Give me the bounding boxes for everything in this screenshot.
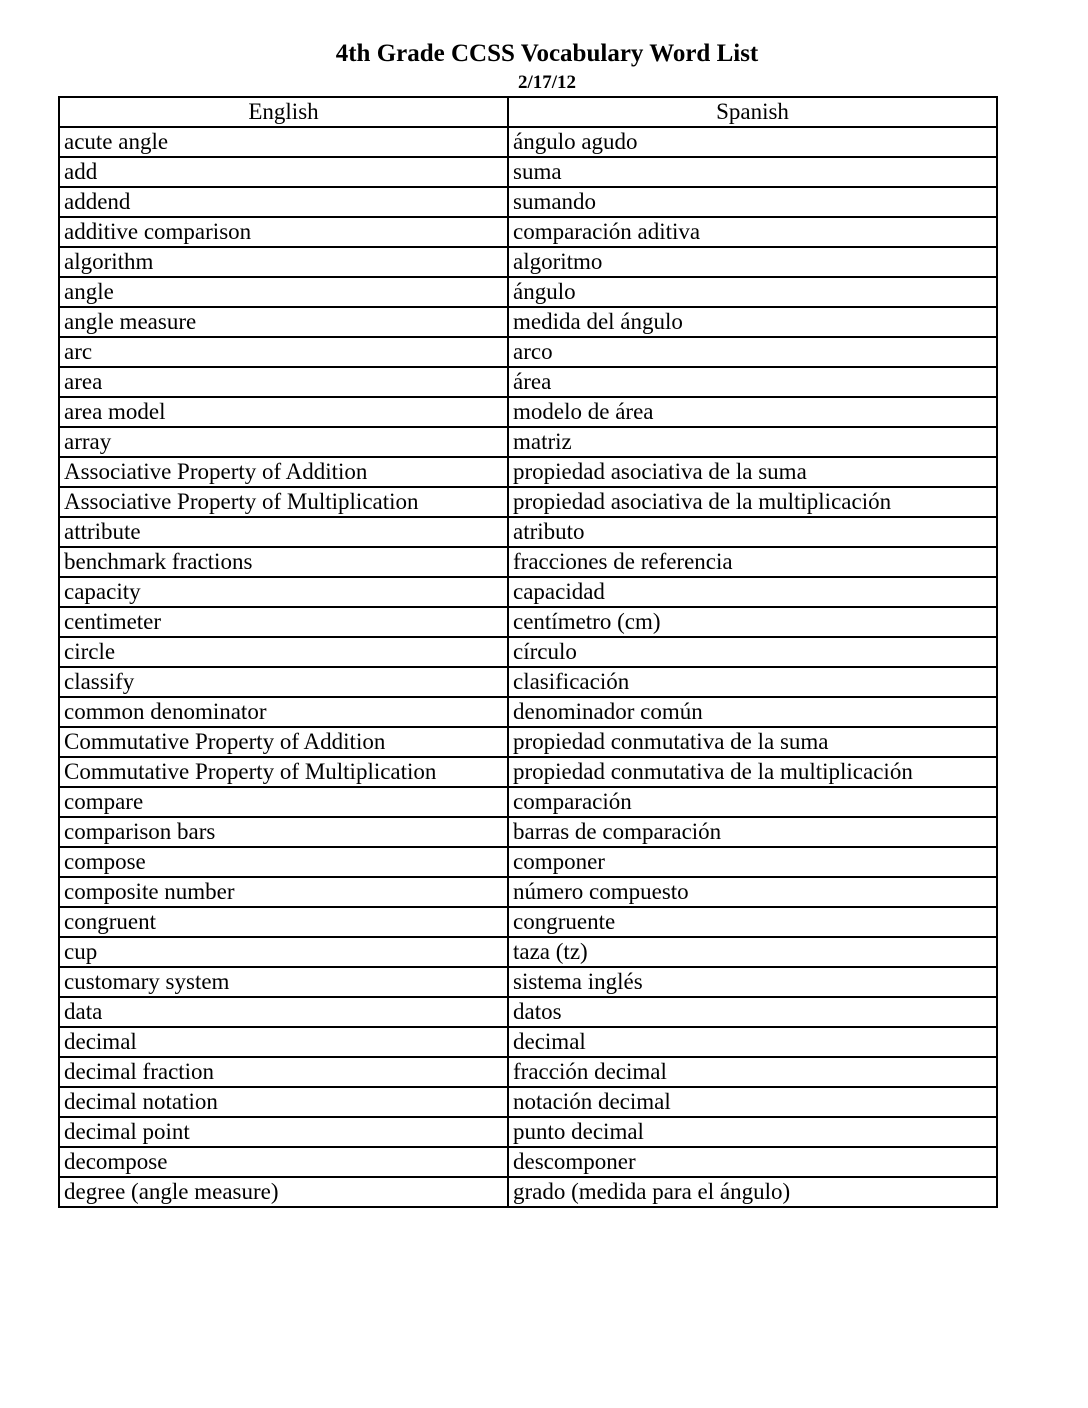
spanish-term: propiedad asociativa de la multiplicación (508, 487, 997, 517)
english-term: capacity (59, 577, 508, 607)
spanish-term: propiedad conmutativa de la multiplicación (508, 757, 997, 787)
english-term: compose (59, 847, 508, 877)
english-term: angle (59, 277, 508, 307)
spanish-term: centímetro (cm) (508, 607, 997, 637)
english-term: decimal fraction (59, 1057, 508, 1087)
spanish-term: círculo (508, 637, 997, 667)
vocabulary-table-body (59, 127, 997, 1207)
english-term: Commutative Property of Multiplication (59, 757, 508, 787)
spanish-term: notación decimal (508, 1087, 997, 1117)
table-row (59, 697, 997, 727)
english-term: arc (59, 337, 508, 367)
table-row (59, 247, 997, 277)
spanish-term: sumando (508, 187, 997, 217)
english-term: degree (angle measure) (59, 1177, 508, 1207)
spanish-term: sistema inglés (508, 967, 997, 997)
spanish-term: área (508, 367, 997, 397)
table-row (59, 337, 997, 367)
table-row (59, 1147, 997, 1177)
english-term: Associative Property of Multiplication (59, 487, 508, 517)
english-term: comparison bars (59, 817, 508, 847)
english-term: area (59, 367, 508, 397)
english-term: classify (59, 667, 508, 697)
table-row (59, 607, 997, 637)
spanish-term: fracción decimal (508, 1057, 997, 1087)
spanish-term: comparación aditiva (508, 217, 997, 247)
english-term: decimal notation (59, 1087, 508, 1117)
english-term: add (59, 157, 508, 187)
vocabulary-table (58, 96, 998, 1208)
table-row (59, 1087, 997, 1117)
english-term: angle measure (59, 307, 508, 337)
english-term: data (59, 997, 508, 1027)
english-term: composite number (59, 877, 508, 907)
spanish-term: ángulo (508, 277, 997, 307)
table-row (59, 787, 997, 817)
english-term: circle (59, 637, 508, 667)
table-row (59, 1057, 997, 1087)
spanish-term: propiedad conmutativa de la suma (508, 727, 997, 757)
table-row (59, 757, 997, 787)
spanish-term: datos (508, 997, 997, 1027)
table-row (59, 187, 997, 217)
english-term: cup (59, 937, 508, 967)
english-term: attribute (59, 517, 508, 547)
spanish-term: decimal (508, 1027, 997, 1057)
table-row (59, 277, 997, 307)
english-term: decimal (59, 1027, 508, 1057)
document-title: 4th Grade CCSS Vocabulary Word List (335, 40, 759, 67)
english-term: array (59, 427, 508, 457)
english-term: congruent (59, 907, 508, 937)
english-term: algorithm (59, 247, 508, 277)
spanish-term: modelo de área (508, 397, 997, 427)
table-row (59, 127, 997, 157)
english-term: area model (59, 397, 508, 427)
table-row (59, 637, 997, 667)
spanish-term: congruente (508, 907, 997, 937)
table-row (59, 907, 997, 937)
table-row (59, 1177, 997, 1207)
spanish-term: atributo (508, 517, 997, 547)
table-row (59, 397, 997, 427)
english-term: decompose (59, 1147, 508, 1177)
table-row (59, 307, 997, 337)
english-term: customary system (59, 967, 508, 997)
spanish-term: grado (medida para el ángulo) (508, 1177, 997, 1207)
spanish-term: suma (508, 157, 997, 187)
table-row (59, 457, 997, 487)
spanish-term: barras de comparación (508, 817, 997, 847)
table-row (59, 667, 997, 697)
spanish-term: descomponer (508, 1147, 997, 1177)
english-term: centimeter (59, 607, 508, 637)
spanish-term: componer (508, 847, 997, 877)
spanish-term: fracciones de referencia (508, 547, 997, 577)
english-term: Associative Property of Addition (59, 457, 508, 487)
spanish-term: clasificación (508, 667, 997, 697)
spanish-term: medida del ángulo (508, 307, 997, 337)
document-date: 2/17/12 (517, 72, 577, 93)
table-row (59, 817, 997, 847)
spanish-term: denominador común (508, 697, 997, 727)
english-term: addend (59, 187, 508, 217)
table-row (59, 487, 997, 517)
table-row (59, 847, 997, 877)
table-row (59, 997, 997, 1027)
table-row (59, 157, 997, 187)
spanish-term: capacidad (508, 577, 997, 607)
table-row (59, 367, 997, 397)
english-term: benchmark fractions (59, 547, 508, 577)
table-row (59, 217, 997, 247)
spanish-term: algoritmo (508, 247, 997, 277)
spanish-term: punto decimal (508, 1117, 997, 1147)
spanish-term: ángulo agudo (508, 127, 997, 157)
table-row (59, 547, 997, 577)
spanish-term: matriz (508, 427, 997, 457)
english-term: Commutative Property of Addition (59, 727, 508, 757)
table-row (59, 727, 997, 757)
table-row (59, 937, 997, 967)
english-column-header: English (59, 97, 508, 127)
spanish-column-header: Spanish (508, 97, 997, 127)
spanish-term: taza (tz) (508, 937, 997, 967)
table-row (59, 517, 997, 547)
english-term: additive comparison (59, 217, 508, 247)
table-row (59, 1027, 997, 1057)
spanish-term: arco (508, 337, 997, 367)
english-term: decimal point (59, 1117, 508, 1147)
spanish-term: propiedad asociativa de la suma (508, 457, 997, 487)
table-row (59, 877, 997, 907)
table-row (59, 577, 997, 607)
table-row (59, 967, 997, 997)
spanish-term: número compuesto (508, 877, 997, 907)
table-row (59, 427, 997, 457)
english-term: acute angle (59, 127, 508, 157)
english-term: compare (59, 787, 508, 817)
table-row (59, 1117, 997, 1147)
english-term: common denominator (59, 697, 508, 727)
table-header-row (59, 97, 997, 127)
spanish-term: comparación (508, 787, 997, 817)
